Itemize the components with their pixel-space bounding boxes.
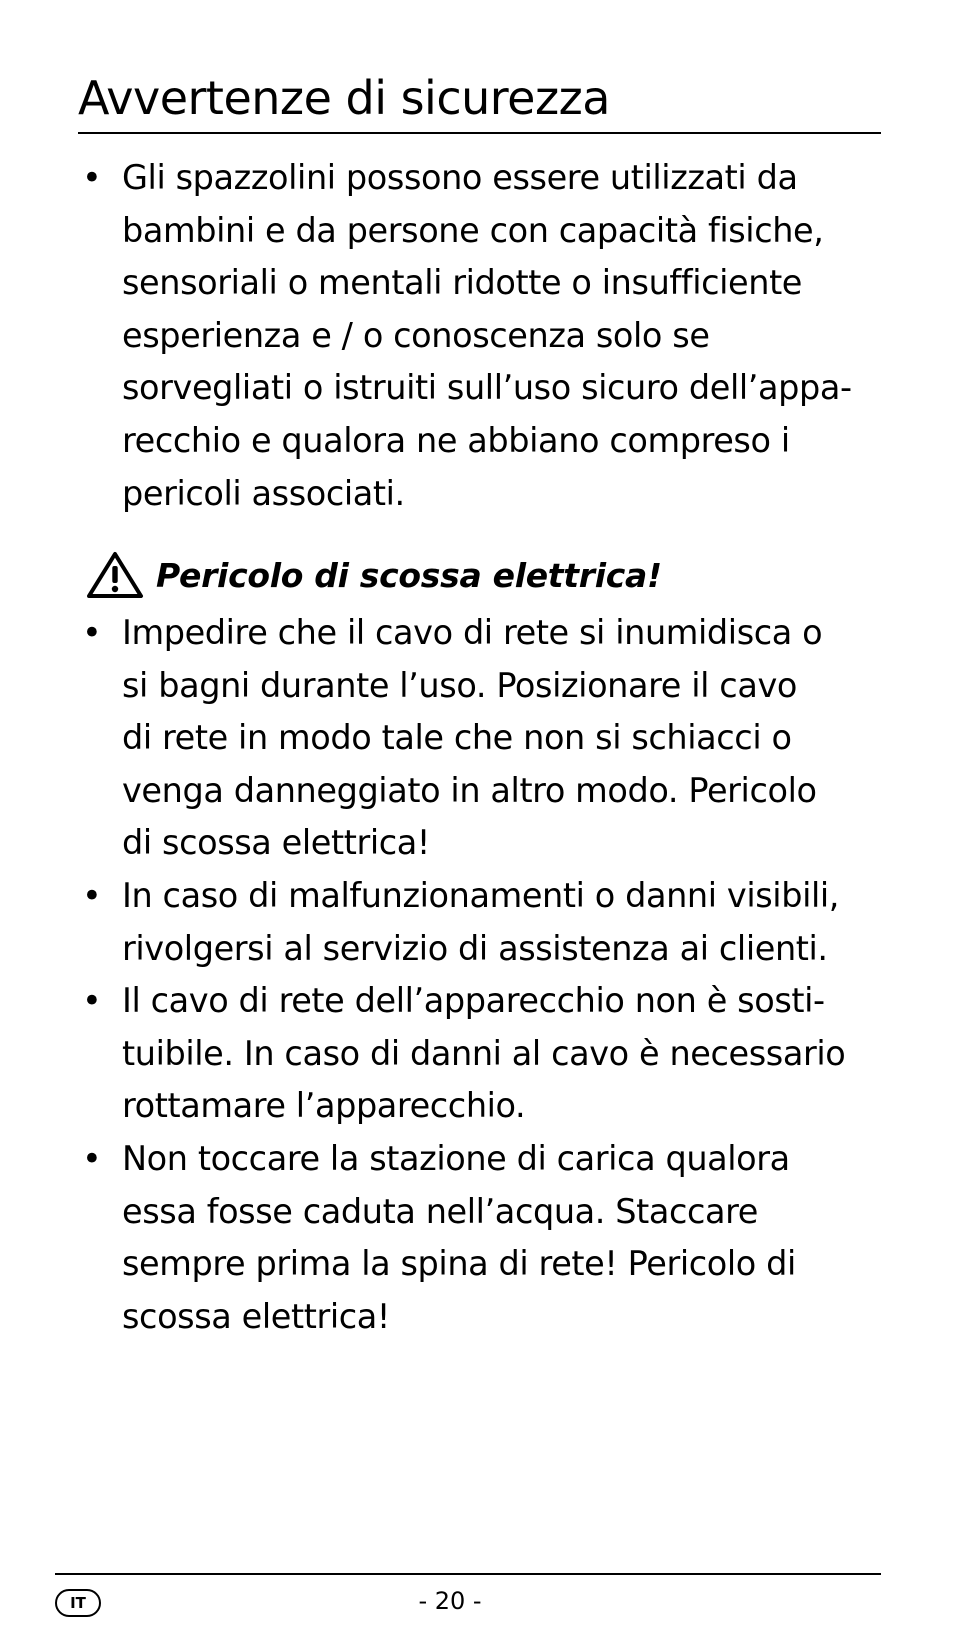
text-line: sensoriali o mentali ridotte o insufficiente	[122, 263, 803, 303]
page-number: - 20 -	[418, 1587, 482, 1615]
warning-heading	[86, 547, 662, 603]
text-line: bambini e da persone con capacità fisiche,	[122, 210, 824, 250]
text-line: sempre prima la spina di rete! Pericolo di	[122, 1244, 796, 1284]
text-line: Non toccare la stazione di carica qualora	[122, 1138, 790, 1178]
list-item	[78, 1133, 878, 1343]
text-line: Gli spazzolini possono essere utilizzati da	[122, 158, 798, 197]
text-line: In caso di malfunzionamenti o danni visibili,	[122, 875, 840, 915]
bullet-dot: •	[82, 875, 102, 915]
bullet-dot: •	[82, 981, 102, 1021]
language-badge: IT	[55, 1589, 101, 1617]
text-line: recchio e qualora ne abbiano compreso i	[122, 420, 790, 460]
text-line: di scossa elettrica!	[122, 823, 430, 863]
text-line: rivolgersi al servizio di assistenza ai clienti.	[122, 928, 828, 968]
list-item	[78, 152, 878, 520]
text-line: esperienza e / o conoscenza solo se	[122, 315, 710, 355]
text-line: pericoli associati.	[122, 473, 405, 513]
warning-heading-text: Pericolo di scossa elettrica!	[156, 555, 662, 595]
title-divider	[78, 132, 881, 134]
footer-divider	[55, 1573, 881, 1575]
intro-bullet-list	[78, 152, 878, 520]
page-title: Avvertenze di sicurezza	[78, 71, 610, 125]
text-line: di rete in modo tale che non si schiacci o	[122, 718, 792, 758]
text-line: si bagni durante l’uso. Posizionare il cavo	[122, 665, 797, 705]
text-line: tuibile. In caso di danni al cavo è necessario	[122, 1033, 846, 1073]
bullet-dot: •	[82, 613, 102, 652]
text-line: rottamare l’apparecchio.	[122, 1086, 526, 1126]
text-line: venga danneggiato in altro modo. Pericolo	[122, 770, 817, 810]
text-line: Il cavo di rete dell’apparecchio non è sosti-	[122, 981, 825, 1021]
warning-bullet-list	[78, 607, 878, 1343]
warning-triangle-icon	[86, 551, 144, 599]
text-line: essa fosse caduta nell’acqua. Staccare	[122, 1191, 759, 1231]
list-item	[78, 607, 878, 870]
bullet-dot: •	[82, 158, 102, 197]
bullet-dot: •	[82, 1138, 102, 1178]
list-item	[78, 975, 878, 1133]
list-item	[78, 870, 878, 975]
text-line: scossa elettrica!	[122, 1296, 390, 1336]
text-line: Impedire che il cavo di rete si inumidisca o	[122, 613, 823, 652]
text-line: sorvegliati o istruiti sull’uso sicuro dell’appa-	[122, 368, 852, 408]
